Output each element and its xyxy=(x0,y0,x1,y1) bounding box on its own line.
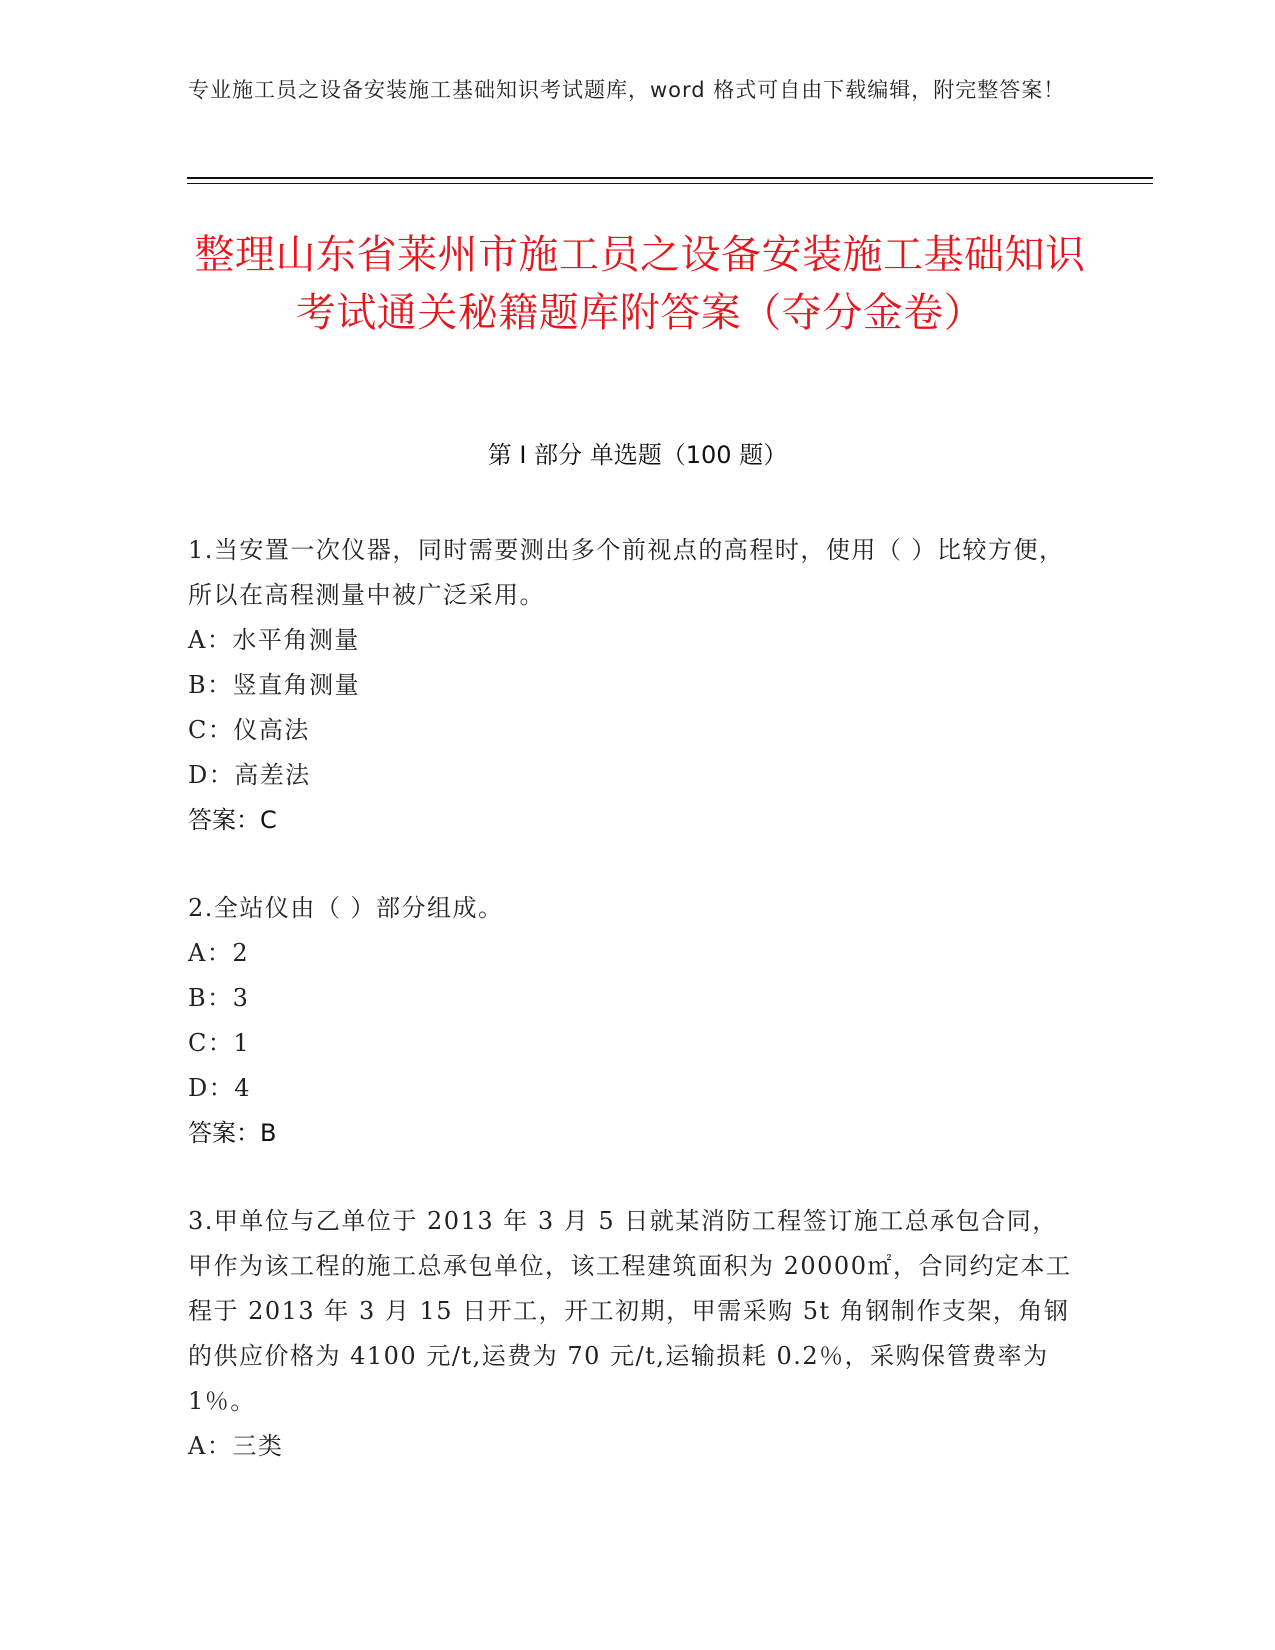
document-title: 整理山东省莱州市施工员之设备安装施工基础知识考试通关秘籍题库附答案（夺分金卷） xyxy=(194,232,1086,336)
option-d: D：高差法 xyxy=(188,761,311,789)
answer-line: 答案：C xyxy=(188,806,277,834)
question-1 xyxy=(188,528,1078,843)
option-b: B：3 xyxy=(188,984,250,1012)
header-note: 专业施工员之设备安装施工基础知识考试题库，word 格式可自由下载编辑，附完整答案！ xyxy=(188,78,1066,102)
option-a: A：水平角测量 xyxy=(188,626,360,654)
option-d: D：4 xyxy=(188,1074,252,1102)
question-stem: 1.当安置一次仪器，同时需要测出多个前视点的高程时，使用（ ）比较方便，所以在高程测量中被广泛采用。 xyxy=(188,536,1065,609)
option-c: C：仪高法 xyxy=(188,716,310,744)
question-3 xyxy=(188,1199,1078,1469)
option-a: A：2 xyxy=(188,939,250,967)
question-stem: 2.全站仪由（ ）部分组成。 xyxy=(188,894,504,922)
answer-line: 答案：B xyxy=(188,1119,277,1147)
option-a: A：三类 xyxy=(188,1432,284,1460)
question-stem: 3.甲单位与乙单位于 2013 年 3 月 5 日就某消防工程签订施工总承包合同，甲作为该工程的施工总承包单位，该工程建筑面积为 20000㎡，合同约定本工程于 2013 年 3 月 15 日开工，开工初期，甲需采购 5t 角钢制作支架，角钢的供应价格为 4100 元/t,运费为 70 元/t,运输损耗 0.2％，采购保管费率为 1％。 xyxy=(188,1207,1072,1415)
header-divider-thick xyxy=(187,177,1153,179)
section-heading: 第 I 部分 单选题（100 题） xyxy=(487,441,788,469)
question-2 xyxy=(188,886,1078,1156)
option-c: C：1 xyxy=(188,1029,251,1057)
header-divider-thin xyxy=(187,183,1153,184)
option-b: B：竖直角测量 xyxy=(188,671,361,699)
question-list xyxy=(188,528,1078,1512)
